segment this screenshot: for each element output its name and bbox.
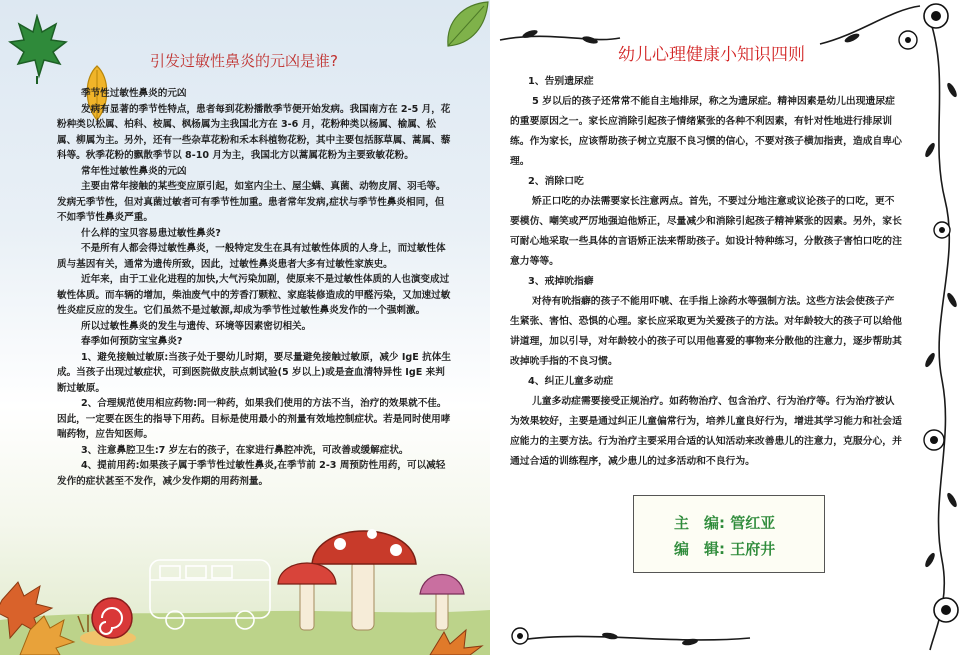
right-article [510, 72, 902, 472]
editor-credits-box [633, 495, 825, 573]
section-heading: 什么样的宝贝容易患过敏性鼻炎? [81, 227, 221, 239]
green-leaf-icon [440, 0, 490, 50]
section-heading: 2、消除口吃 [528, 176, 584, 187]
flower-icon [899, 31, 917, 49]
chief-editor-line [674, 512, 775, 533]
left-title: 引发过敏性鼻炎的元凶是谁? [150, 52, 338, 70]
section-heading: 春季如何预防宝宝鼻炎? [81, 336, 183, 347]
section-heading: 常年性过敏性鼻炎的元凶 [81, 165, 187, 177]
paragraph: 儿童多动症需要接受正规治疗。如药物治疗、包含治疗、行为治疗等。行为治疗被认为效果较好，主要是通过纠正儿童偏常行为，培养儿童良好行为，增进其学习能力和社会适应能力的主要方法。行为治疗主要采用合适的认知活动来改善患儿的注意力，克服分心，并通过合适的训练程序，减少患儿的过多活动和不良行为。 [510, 396, 902, 467]
editor-name: 王府井 [730, 540, 776, 558]
paragraph: 3、注意鼻腔卫生:7 岁左右的孩子，在家进行鼻腔冲洗，可改善或缓解症状。 [81, 444, 409, 456]
paragraph: 矫正口吃的办法需要家长注意两点。首先，不要过分地注意或议论孩子的口吃，更不要模仿、嘲笑或严厉地强迫他矫正，尽量减少和消除引起孩子精神紧张的因素。另外，家长可耐心地采取一些具体的言语矫正法来帮助孩子。如设计特种练习，分散孩子害怕口吃的注意力等等。 [510, 196, 902, 267]
flower-icon [924, 4, 948, 28]
bottom-scene [0, 520, 490, 655]
right-title: 幼儿心理健康小知识四则 [618, 45, 805, 65]
paragraph: 对待有吮指癖的孩子不能用吓唬、在手指上涂药水等强制方法。这些方法会使孩子产生紧张、害怕、恐惧的心理。家长应采取更为关爱孩子的方法。对年龄较大的孩子可以给他讲道理，加以引导，对年龄较小的孩子可以用他喜爱的事物来分散他的注意力，逐步帮助其改掉吮手指的不良习惯。 [510, 296, 902, 367]
paragraph: 近年来，由于工业化进程的加快,大气污染加剧，使原来不是过敏性体质的人也演变成过敏性体质。而车辆的增加，柴油废气中的芳香汀颗粒、家庭装修造成的甲醛污染，又加速过敏性炎症反应的发生。它们虽然不是过敏源,却成为季节性过敏性鼻炎发作的一个强刺激。 [57, 274, 451, 316]
left-article [57, 86, 452, 489]
paragraph: 4、提前用药:如果孩子属于季节性过敏性鼻炎,在季节前 2-3 周预防性用药，可以减轻发作的症状甚至不发作，减少发作期的用药剂量。 [57, 460, 446, 487]
flower-icon [512, 628, 528, 644]
editor-line [674, 538, 775, 559]
section-heading: 4、纠正儿童多动症 [528, 376, 614, 387]
maple-leaf-icon [6, 14, 68, 84]
bus-sketch-icon [150, 560, 270, 629]
paragraph: 主要由常年接触的某些变应原引起，如室内尘土、屋尘螨、真菌、动物皮屑、羽毛等。发病无季节性，但对真菌过敏者可有季节性加重。患者常年发病,症状与季节性鼻炎相同，但不如季节性鼻炎严重。 [57, 181, 446, 223]
section-heading: 3、戒掉吮指癖 [528, 276, 594, 287]
paragraph: 1、避免接触过敏原:当孩子处于婴幼儿时期，要尽量避免接触过敏原，减少 IgE 抗体生成。当孩子出现过敏症状，可到医院做皮肤点刺试验(5 岁以上)或是查血清特异性 IgE 来判断过敏原。 [57, 351, 451, 394]
paragraph: 不是所有人都会得过敏性鼻炎，一般特定发生在具有过敏性体质的人身上，而过敏性体质与基因有关，通常为遗传所致，因此，过敏性鼻炎患者大多有过敏性家族史。 [57, 243, 446, 270]
chief-editor-label: 主 编: [674, 514, 725, 532]
paragraph: 2、合理规范使用相应药物:同一种药，如果我们使用的方法不当，治疗的效果就不佳。因此，一定要在医生的指导下用药。目标是使用最小的剂量有效地控制症状。若是同时使用哮喘药物，应告知医师。 [57, 398, 451, 440]
editor-label: 编 辑: [674, 540, 725, 558]
flower-icon [934, 598, 958, 622]
flower-icon [934, 222, 950, 238]
section-heading: 1、告别遗尿症 [528, 76, 594, 87]
paragraph: 5 岁以后的孩子还常常不能自主地排尿，称之为遗尿症。精神因素是幼儿出现遗尿症的重要原因之一。家长应消除引起孩子情绪紧张的各种不利因素，有针对性地进行排尿训练。作为家长，应该帮助孩子树立克服不良习惯的信心，不要对孩子横加指责，造成自卑心理。 [510, 96, 902, 167]
right-panel [490, 0, 963, 655]
paragraph: 发病有显著的季节性特点，患者每到花粉播散季节便开始发病。我国南方在 2-5 月，花粉种类以松属、柏科、桉属、枫杨属为主我国北方在 3-6 月，花粉种类以杨属、榆属、松属、柳属为主。另外，还有一些杂草花粉和禾本科植物花粉，其中主要包括豚草属、蒿属、藜科等。秋季花粉的飘散季节以 8-10 月为主，我国北方以蒿属花粉为主要致敏花粉。 [57, 103, 451, 161]
paragraph: 所以过敏性鼻炎的发生与遗传、环境等因素密切相关。 [81, 320, 312, 332]
flower-icon [924, 430, 944, 450]
section-heading: 季节性过敏性鼻炎的元凶 [81, 88, 187, 99]
chief-editor-name: 管红亚 [730, 514, 776, 532]
